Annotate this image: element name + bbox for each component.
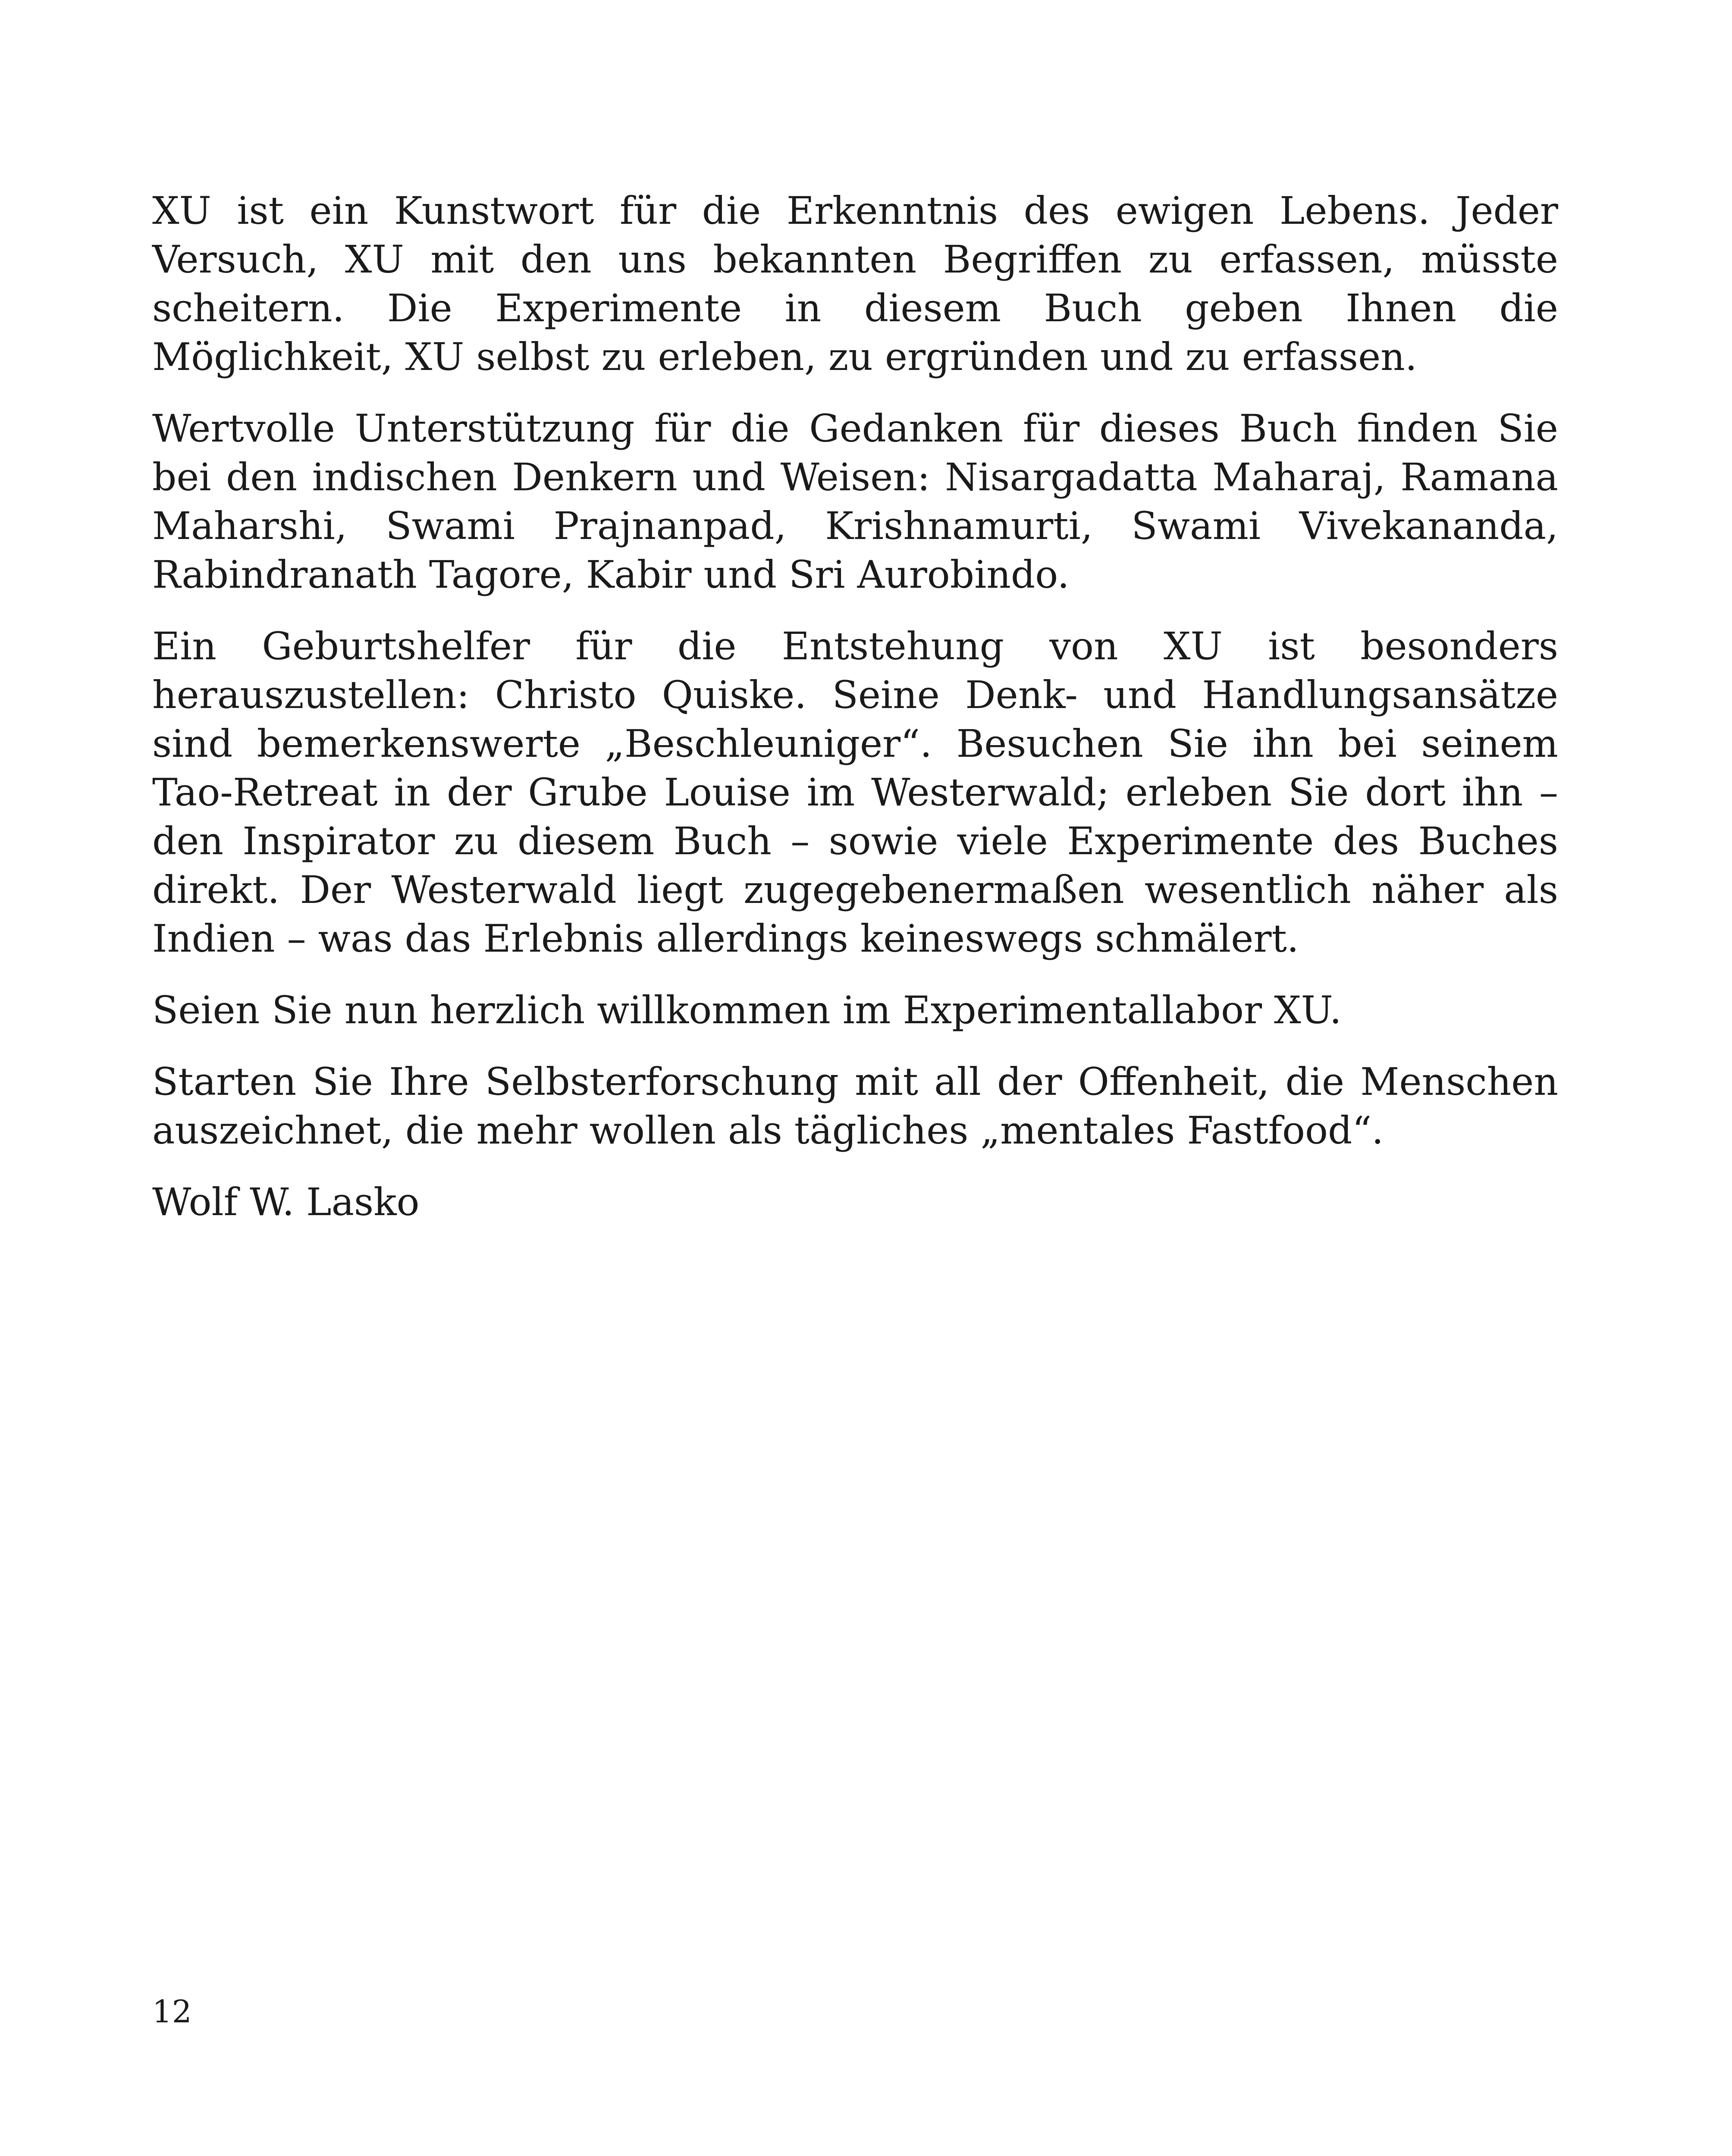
paragraph-indian-thinkers: Wertvolle Unterstützung für die Gedanken für dieses Buch finden Sie bei den indischen Denkern und Weisen: Nisargadatta Maharaj, Ramana Maharshi, Swami Prajnanpad, Krishnamurti, Swami Vivekananda, Rabindranath Tagore, Kabir und Sri Aurobindo. bbox=[152, 406, 1558, 597]
paragraph-welcome: Seien Sie nun herzlich willkommen im Experimentallabor XU. bbox=[152, 988, 1342, 1032]
paragraph-christo-quiske: Ein Geburtshelfer für die Entstehung von XU ist besonders herauszustellen: Christo Quiske. Seine Denk- und Handlungsansätze sind bemerkenswerte „Beschleuniger“. Besuchen Sie ihn bei seinem Tao-Retreat in der Grube Louise im Westerwald; erleben Sie dort ihn – den Inspirator zu diesem Buch – sowie viele Experimente des Buches direkt. Der Westerwald liegt zugegebenermaßen wesentlich näher als Indien – was das Erlebnis allerdings keineswegs schmälert. bbox=[152, 624, 1558, 961]
page-number: 12 bbox=[152, 1993, 192, 2030]
author-signature: Wolf W. Lasko bbox=[152, 1180, 420, 1224]
paragraph-xu-definition: XU ist ein Kunstwort für die Erkenntnis des ewigen Lebens. Jeder Versuch, XU mit den uns bekannten Begriffen zu erfassen, müsste scheitern. Die Experimente in diesem Buch geben Ihnen die Möglichkeit, XU selbst zu erleben, zu ergründen und zu erfassen. bbox=[152, 188, 1558, 379]
body-text bbox=[152, 186, 1558, 1249]
paragraph-start-self-exploration: Starten Sie Ihre Selbsterforschung mit all der Offenheit, die Menschen auszeichnet, die mehr wollen als tägliches „mentales Fastfood“. bbox=[152, 1059, 1558, 1153]
